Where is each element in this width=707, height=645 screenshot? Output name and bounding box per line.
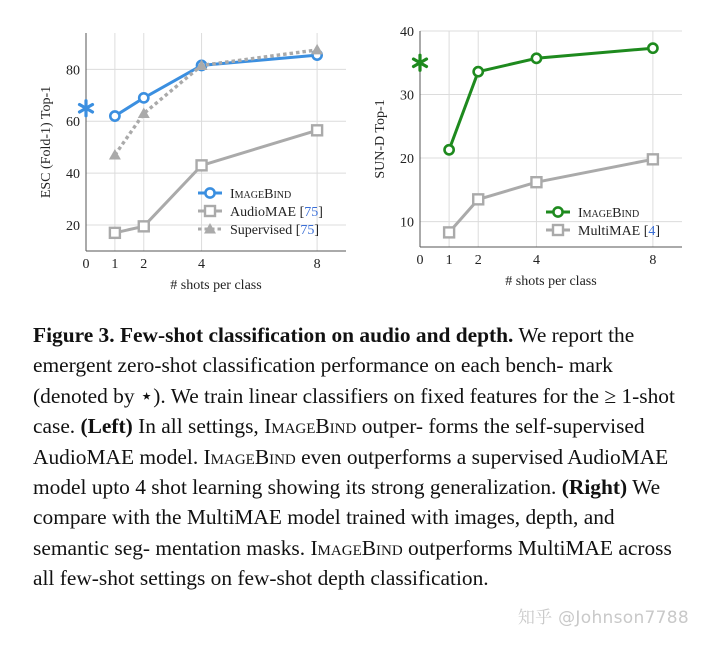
- x-axis-label: # shots per class: [170, 278, 262, 293]
- data-point-marker: [109, 149, 121, 160]
- legend-swatch-marker: [205, 188, 214, 197]
- y-tick-label: 20: [400, 152, 414, 168]
- data-point-marker: [531, 177, 541, 187]
- y-tick-label: 10: [400, 215, 414, 231]
- legend-swatch-marker: [553, 225, 563, 235]
- data-point-marker: [648, 44, 657, 53]
- y-tick-label: 40: [66, 167, 80, 183]
- data-point-marker: [311, 44, 323, 55]
- legend-entry-label: AudioMAE [75]: [230, 205, 323, 220]
- caption-model-name: ImageBind: [203, 444, 296, 469]
- caption-text-5: We compare with the MultiMAE model trained with images, depth, and semantic seg- mentation masks.: [33, 475, 661, 560]
- caption-left-label: (Left): [80, 414, 133, 439]
- caption-text-4: even outperforms a supervised AudioMAE model upto 4 shot learning showing its strong generalization.: [33, 444, 669, 500]
- x-axis-label: # shots per class: [505, 274, 597, 289]
- series-line: [115, 55, 317, 116]
- legend-entry-label: ImageBind: [230, 187, 292, 202]
- x-tick-label: 4: [532, 253, 540, 268]
- legend-entry-label: ImageBind: [578, 206, 640, 221]
- x-tick-label: 1: [111, 257, 119, 272]
- legend-entry-label: Supervised [75]: [230, 223, 320, 238]
- caption-text-1: We report the emergent zero-shot classification performance on each bench- mark (denoted by ⋆). We train linear classifiers on fixed features for the ≥ 1-shot case.: [33, 323, 675, 439]
- data-point-marker: [110, 228, 120, 238]
- figure-caption: [33, 320, 693, 594]
- x-tick-label: 4: [198, 257, 206, 272]
- caption-figure-label: Figure 3.: [33, 323, 115, 347]
- watermark-text: 知乎 @Johnson7788: [517, 608, 689, 628]
- caption-text-3: outper- forms the self-supervised AudioMAE model.: [33, 414, 645, 469]
- series-line: [449, 48, 653, 150]
- data-point-marker: [532, 54, 541, 63]
- data-point-marker: [197, 160, 207, 170]
- y-tick-label: 30: [400, 88, 414, 104]
- y-axis-label: ESC (Fold-1) Top-1: [39, 85, 54, 199]
- caption-model-name: ImageBind: [310, 535, 403, 560]
- x-tick-label: 2: [140, 257, 148, 272]
- legend-entry-label: MultiMAE [4]: [578, 224, 661, 239]
- caption-right-label: (Right): [561, 475, 628, 500]
- legend-swatch-marker: [205, 206, 215, 216]
- data-point-marker: [312, 125, 322, 135]
- x-tick-label: 8: [313, 257, 321, 272]
- y-tick-label: 20: [66, 219, 80, 235]
- caption-model-name: ImageBind: [264, 414, 357, 439]
- data-point-marker: [444, 227, 454, 237]
- y-axis-label: SUN-D Top-1: [373, 99, 388, 179]
- data-point-marker: [445, 145, 454, 154]
- data-point-marker: [139, 93, 148, 102]
- x-tick-label: 2: [474, 253, 482, 268]
- x-tick-label: 8: [649, 253, 657, 268]
- x-tick-label: 1: [445, 253, 453, 268]
- data-point-marker: [648, 154, 658, 164]
- x-tick-label: 0: [416, 253, 424, 268]
- data-point-marker: [474, 67, 483, 76]
- zero-shot-star-marker: [414, 55, 427, 70]
- figure-3-charts: [0, 0, 707, 300]
- y-tick-label: 40: [400, 25, 414, 40]
- data-point-marker: [138, 107, 150, 118]
- zero-shot-star-marker: [80, 101, 93, 116]
- caption-bold-title: Few-shot classification on audio and depth.: [119, 323, 514, 347]
- caption-text-6: outperforms MultiMAE across all few-shot settings on few-shot depth classification.: [33, 535, 672, 591]
- data-point-marker: [473, 194, 483, 204]
- data-point-marker: [139, 221, 149, 231]
- data-point-marker: [110, 111, 119, 120]
- legend-swatch-marker: [553, 207, 562, 216]
- caption-text-2: In all settings,: [138, 414, 259, 439]
- x-tick-label: 0: [82, 257, 90, 272]
- y-tick-label: 60: [66, 115, 80, 131]
- y-tick-label: 80: [66, 63, 80, 79]
